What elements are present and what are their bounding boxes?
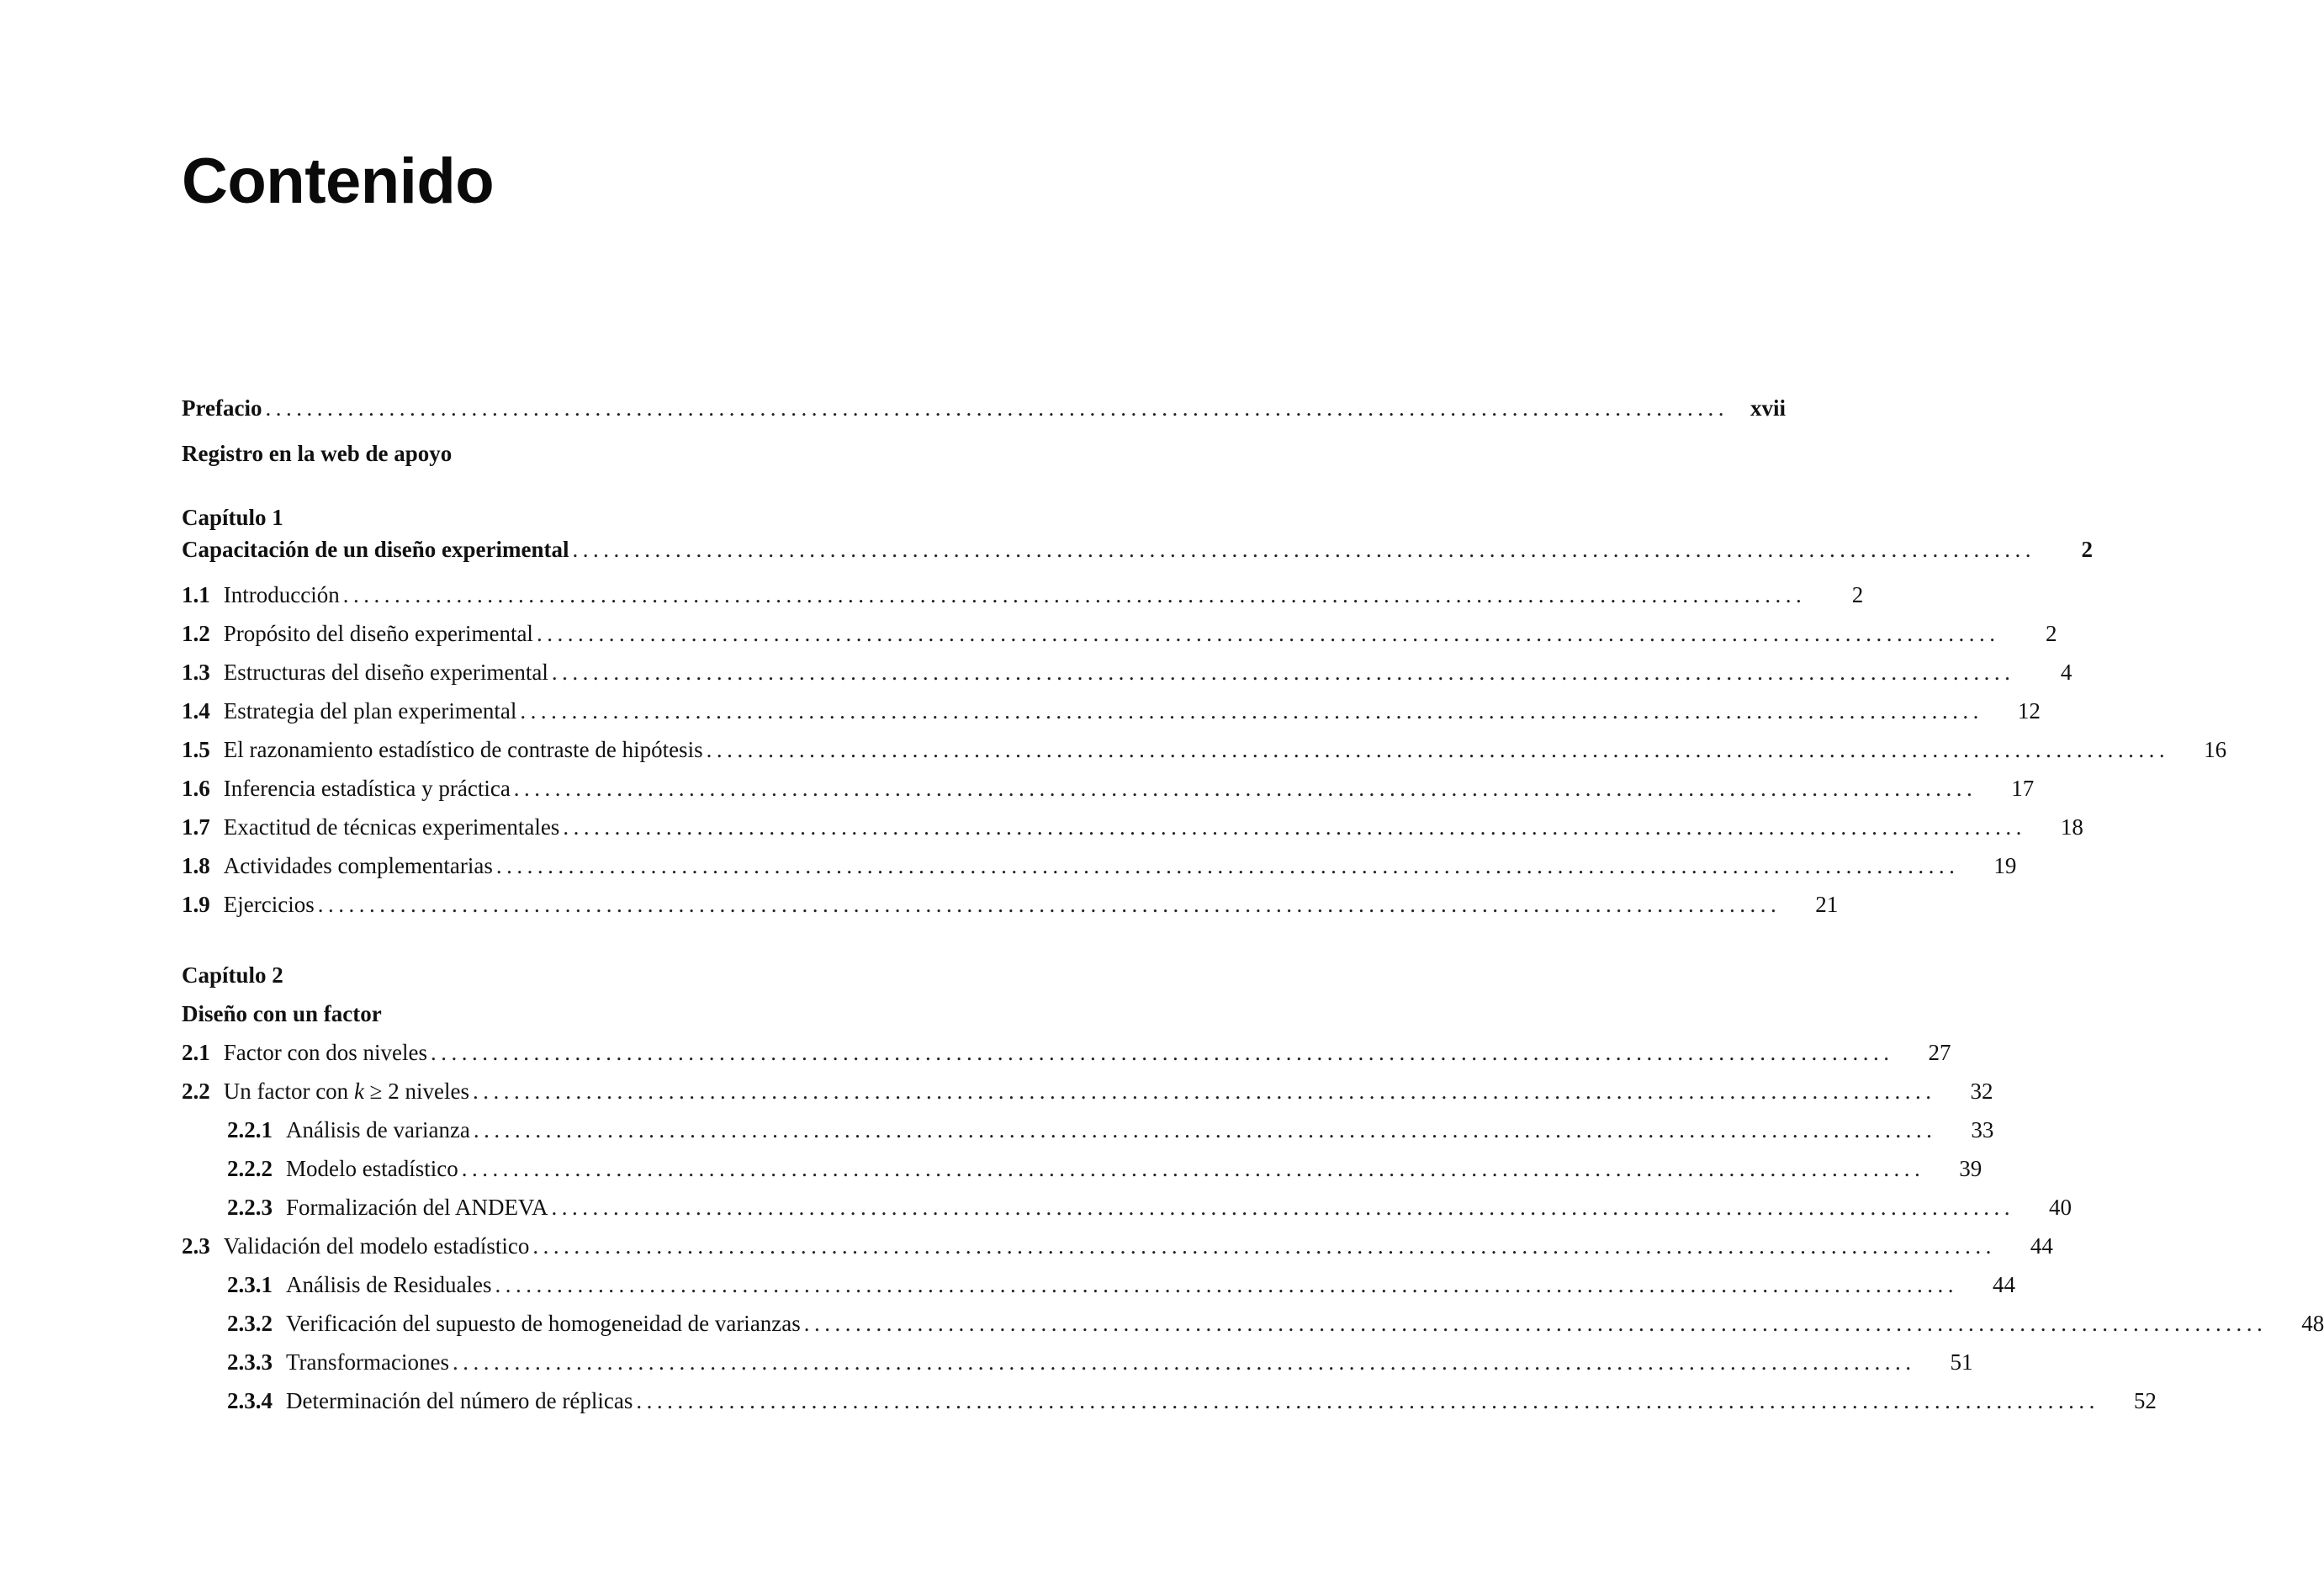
toc-entry-number: 1.7 bbox=[182, 814, 210, 840]
toc-entry-page: 44 bbox=[1992, 1272, 2015, 1297]
dot-leader: .............................................................................................................................................. bbox=[520, 698, 1983, 724]
toc-entry-label: Análisis de Residuales bbox=[286, 1272, 492, 1297]
toc-entry-2-2-2[interactable] bbox=[182, 1156, 1983, 1195]
toc-entry-label: El razonamiento estadístico de contraste de hipótesis bbox=[223, 737, 703, 762]
toc-entry-page: 40 bbox=[2048, 1195, 2072, 1220]
chapter-2-entries bbox=[182, 1040, 2324, 1427]
dot-leader: .............................................................................................................................................. bbox=[551, 1195, 2014, 1220]
dot-leader: .............................................................................................................................................. bbox=[461, 1156, 1925, 1181]
toc-entry-label: Transformaciones bbox=[286, 1349, 449, 1375]
chapter-2-title[interactable]: Diseño con un factor bbox=[182, 1001, 382, 1026]
dot-leader: .............................................................................................................................................. bbox=[532, 1233, 1996, 1259]
toc-entry-number: 2.3.1 bbox=[227, 1272, 273, 1297]
toc-entry-number: 2.3.4 bbox=[227, 1388, 273, 1413]
toc-entry-2-1[interactable] bbox=[182, 1040, 1951, 1079]
toc-entry-1-3[interactable] bbox=[182, 660, 2073, 698]
toc-entry-page: 44 bbox=[2030, 1233, 2053, 1259]
toc-entry-1-5[interactable] bbox=[182, 737, 2227, 776]
toc-entry-page: 2 bbox=[2081, 537, 2094, 562]
toc-entry-label: Estructuras del diseño experimental bbox=[223, 660, 548, 685]
toc-entry-2-2-3[interactable] bbox=[182, 1195, 2072, 1233]
dot-leader: .............................................................................................................................................. bbox=[317, 892, 1781, 917]
toc-entry-label bbox=[224, 1079, 469, 1105]
toc-entry-label: Estrategia del plan experimental bbox=[223, 698, 517, 724]
toc-entry-page: 33 bbox=[1971, 1117, 1994, 1142]
toc-entry-page: 48 bbox=[2301, 1311, 2324, 1336]
toc-entry-label: Validación del modelo estadístico bbox=[223, 1233, 530, 1259]
toc-entry-label: Análisis de varianza bbox=[286, 1117, 470, 1142]
toc-entry-number: 1.1 bbox=[182, 582, 210, 607]
toc-entry-2-3-2[interactable] bbox=[182, 1311, 2324, 1349]
dot-leader: .............................................................................................................................................. bbox=[430, 1040, 1894, 1065]
toc-entry-page: 2 bbox=[1851, 582, 1864, 607]
toc-entry-page: 19 bbox=[1993, 853, 2017, 878]
table-of-contents bbox=[182, 395, 2324, 1427]
toc-entry-label: Actividades complementarias bbox=[223, 853, 493, 878]
toc-entry-label: Ejercicios bbox=[223, 892, 315, 917]
toc-entry-label: Inferencia estadística y práctica bbox=[223, 776, 511, 801]
dot-leader: .............................................................................................................................................. bbox=[495, 1272, 1958, 1297]
dot-leader: .............................................................................................................................................. bbox=[472, 1079, 1936, 1104]
dot-leader: .............................................................................................................................................. bbox=[265, 395, 1728, 421]
toc-entry-2-2-1[interactable] bbox=[182, 1117, 1994, 1156]
toc-entry-number: 2.3.2 bbox=[227, 1311, 273, 1336]
dot-leader: .............................................................................................................................................. bbox=[572, 537, 2036, 562]
dot-leader: .............................................................................................................................................. bbox=[536, 621, 2000, 646]
chapter-2-heading: Capítulo 2 bbox=[182, 962, 283, 988]
chapter-1-entries bbox=[182, 582, 2227, 930]
toc-entry-registro[interactable]: Registro en la web de apoyo bbox=[182, 441, 453, 466]
page-title: Contenido bbox=[182, 146, 495, 217]
toc-entry-page: 21 bbox=[1815, 892, 1839, 917]
toc-entry-number: 2.2.2 bbox=[227, 1156, 273, 1181]
toc-entry-label-text: Un factor con bbox=[223, 1079, 354, 1104]
toc-entry-number: 2.2 bbox=[182, 1079, 210, 1104]
toc-entry-2-3-1[interactable] bbox=[182, 1272, 2015, 1311]
chapter-1-heading: Capítulo 1 bbox=[182, 505, 283, 530]
toc-entry-1-1[interactable] bbox=[182, 582, 1864, 621]
toc-entry-2-3-3[interactable] bbox=[182, 1349, 1973, 1388]
toc-entry-label: Introducción bbox=[223, 582, 340, 607]
dot-leader: .............................................................................................................................................. bbox=[636, 1388, 2099, 1413]
toc-entry-number: 1.9 bbox=[182, 892, 210, 917]
toc-entry-2-3[interactable] bbox=[182, 1233, 2053, 1272]
toc-entry-prefacio[interactable] bbox=[182, 395, 1786, 434]
toc-entry-number: 1.2 bbox=[182, 621, 210, 646]
dot-leader: .............................................................................................................................................. bbox=[473, 1117, 1937, 1142]
toc-entry-label-text: ≥ 2 niveles bbox=[363, 1079, 469, 1104]
toc-entry-label: Formalización del ANDEVA bbox=[286, 1195, 548, 1220]
dot-leader: .............................................................................................................................................. bbox=[551, 660, 2015, 685]
dot-leader: .............................................................................................................................................. bbox=[452, 1349, 1916, 1375]
toc-entry-label: Modelo estadístico bbox=[286, 1156, 458, 1181]
toc-entry-page: 4 bbox=[2060, 660, 2073, 685]
toc-entry-label: Capacitación de un diseño experimental bbox=[182, 537, 569, 562]
toc-entry-label: Determinación del número de réplicas bbox=[286, 1388, 633, 1413]
toc-entry-page: 32 bbox=[1970, 1079, 1993, 1104]
toc-entry-1-6[interactable] bbox=[182, 776, 2035, 814]
toc-entry-page: 12 bbox=[2017, 698, 2041, 724]
toc-entry-page: 52 bbox=[2133, 1388, 2157, 1413]
toc-entry-page: 18 bbox=[2060, 814, 2083, 840]
dot-leader: .............................................................................................................................................. bbox=[495, 853, 1960, 878]
toc-entry-number: 1.8 bbox=[182, 853, 210, 878]
toc-entry-number: 2.2.1 bbox=[227, 1117, 273, 1142]
toc-entry-number: 1.3 bbox=[182, 660, 210, 685]
chapter-1-title[interactable] bbox=[182, 537, 2094, 575]
toc-entry-1-7[interactable] bbox=[182, 814, 2083, 853]
math-variable: k bbox=[353, 1079, 364, 1104]
toc-entry-page: 2 bbox=[2045, 621, 2057, 646]
toc-entry-page: 16 bbox=[2204, 737, 2227, 762]
toc-entry-1-4[interactable] bbox=[182, 698, 2041, 737]
toc-entry-page: xvii bbox=[1750, 395, 1786, 421]
dot-leader: .............................................................................................................................................. bbox=[563, 814, 2026, 840]
toc-entry-1-9[interactable] bbox=[182, 892, 1839, 930]
dot-leader: .............................................................................................................................................. bbox=[706, 737, 2170, 762]
toc-entry-label: Prefacio bbox=[182, 395, 262, 421]
toc-entry-number: 2.2.3 bbox=[227, 1195, 273, 1220]
toc-entry-label: Propósito del diseño experimental bbox=[223, 621, 533, 646]
toc-entry-page: 39 bbox=[1959, 1156, 1983, 1181]
toc-entry-number: 2.3 bbox=[182, 1233, 210, 1259]
toc-entry-number: 1.5 bbox=[182, 737, 210, 762]
toc-entry-number: 1.6 bbox=[182, 776, 210, 801]
toc-entry-label: Factor con dos niveles bbox=[223, 1040, 427, 1065]
toc-entry-page: 51 bbox=[1950, 1349, 1973, 1375]
toc-entry-number: 1.4 bbox=[182, 698, 210, 724]
toc-entry-page: 27 bbox=[1928, 1040, 1951, 1065]
toc-entry-number: 2.1 bbox=[182, 1040, 210, 1065]
toc-entry-2-2[interactable] bbox=[182, 1079, 1993, 1117]
toc-entry-1-8[interactable] bbox=[182, 853, 2017, 892]
toc-entry-2-3-4[interactable] bbox=[182, 1388, 2157, 1427]
toc-entry-1-2[interactable] bbox=[182, 621, 2057, 660]
toc-entry-page: 17 bbox=[2011, 776, 2035, 801]
toc-entry-label: Exactitud de técnicas experimentales bbox=[223, 814, 560, 840]
dot-leader: .............................................................................................................................................. bbox=[803, 1311, 2268, 1336]
dot-leader: .............................................................................................................................................. bbox=[342, 582, 1807, 607]
toc-entry-number: 2.3.3 bbox=[227, 1349, 273, 1375]
toc-entry-label: Verificación del supuesto de homogeneidad de varianzas bbox=[286, 1311, 801, 1336]
dot-leader: .............................................................................................................................................. bbox=[513, 776, 1977, 801]
